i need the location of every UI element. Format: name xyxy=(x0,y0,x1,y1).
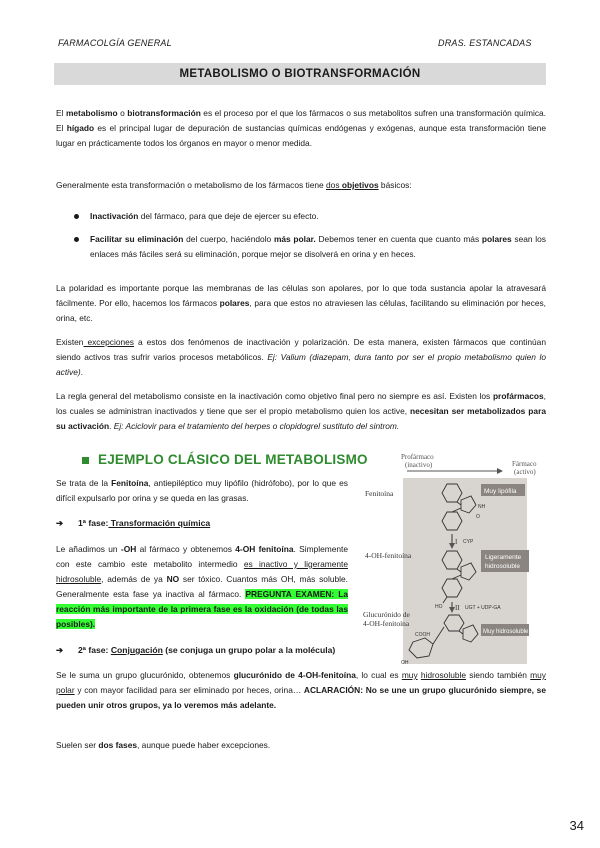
objectives-text: Generalmente esta transformación o metabolismo de los fármacos tiene xyxy=(56,180,326,190)
bullet-text: del fármaco, para que deje de ejercer su efecto. xyxy=(138,211,319,221)
step-2-label: II xyxy=(455,604,460,612)
exceptions-text: . xyxy=(80,367,83,377)
phase1-underline: es inactivo y ligeramente xyxy=(243,559,348,569)
phase1-bold: -OH xyxy=(120,544,137,554)
udgt-label: UGT + UDP-GA xyxy=(465,605,501,611)
closing-text: Suelen ser xyxy=(56,740,99,750)
bullet-text: del cuerpo, haciéndolo xyxy=(183,234,274,244)
phase2-text: y con mayor facilidad para ser eliminado por heces, orina… xyxy=(74,685,304,695)
phase2-text: , lo cual es xyxy=(355,670,402,680)
oh-label: OH xyxy=(401,660,409,666)
nh-label: NH xyxy=(478,504,486,510)
hidrosoluble-label: hidrosoluble xyxy=(485,563,521,570)
objectives-text: básicos: xyxy=(378,180,412,190)
phase1-bold: NO xyxy=(166,574,180,584)
phase2-heading xyxy=(56,645,335,656)
objectives-underline: dos xyxy=(326,180,342,190)
objectives-paragraph xyxy=(56,178,546,193)
list-item xyxy=(72,232,546,262)
exam-question-highlight: PREGUNTA EXAMEN: La reacción más importante de la primera fase es la oxidación (de todas las posibles). xyxy=(56,589,348,629)
intro-paragraph xyxy=(56,106,546,151)
exceptions-paragraph xyxy=(56,335,546,380)
phase2-label: 2ª fase: xyxy=(78,645,109,655)
glucuronide-label-1: Glucurónido de xyxy=(363,610,410,619)
bullet-icon xyxy=(74,237,79,242)
step-1-label: I xyxy=(455,538,458,546)
muy-lipofila-label: Muy lipófila xyxy=(484,488,517,495)
phase1-text: . Simplemente con este cambio este metabolito intermedio xyxy=(56,544,349,569)
rule-bold: necesitan ser metabolizados para su activación xyxy=(56,406,546,431)
o-label: O xyxy=(476,514,480,520)
intro-text: es el proceso por el que los fármacos o sus metabolitos sufren una transformación química. El xyxy=(56,108,546,133)
closing-text: , aunque puede haber excepciones. xyxy=(137,740,271,750)
phase2-title-underline: Conjugación xyxy=(110,645,163,655)
rule-bold: profármacos xyxy=(492,391,544,401)
example-text: Se trata de la xyxy=(56,478,112,488)
exceptions-italic: Ej: Valium (diazepam, dura tanto por ser el propio metabolismo quien lo active) xyxy=(56,352,546,377)
rule-text: . xyxy=(109,421,114,431)
phase2-text: Se le suma un grupo glucurónido, obtenemos xyxy=(56,670,234,680)
fenitoina-label: Fenitoína xyxy=(365,489,394,498)
bullet-bold: Facilitar su eliminación xyxy=(90,234,184,244)
intro-bold: hígado xyxy=(66,123,95,133)
bullet-bold: Inactivación xyxy=(90,211,139,221)
example-text: , antiepiléptico muy lipófilo (hidrófobo), por lo que es difícil expulsarlo por orina y se queda en las grasas. xyxy=(56,478,348,503)
bullet-icon xyxy=(74,214,79,219)
list-item xyxy=(72,209,546,224)
phase2-bold: glucurónido de 4-OH-fenitoína xyxy=(233,670,356,680)
exceptions-text: a estos dos fenómenos de inactivación y polarización. De esta manera, existen fármacos que continúan siendo activos tras sufrir varios procesos metabólicos. xyxy=(56,337,546,362)
phase2-underline: muy polar xyxy=(56,670,546,695)
phase2-title-rest: (se conjuga un grupo polar a la molécula) xyxy=(162,645,336,655)
phase1-underline: hidrosoluble xyxy=(56,574,102,584)
glucuronide-label-2: 4-OH-fenitoína xyxy=(363,619,410,628)
muy-hidrosoluble-label: Muy hidrosoluble xyxy=(483,629,529,635)
closing-paragraph xyxy=(56,738,546,753)
phase1-text: al fármaco y obtenemos xyxy=(136,544,236,554)
phase1-text: ser tóxico. Cuantos más OH, más soluble. Generalmente esta fase ya inactiva al fármaco. xyxy=(56,574,348,599)
section-title: EJEMPLO CLÁSICO DEL METABOLISMO xyxy=(98,452,368,467)
example-bold: Fenitoína xyxy=(111,478,149,488)
bullet-bold: más polar. xyxy=(273,234,316,244)
polarity-text: , para que estos no atraviesen las células, facilitando su eliminación por heces, orina, etc. xyxy=(56,298,546,323)
prodrug-label: Profármaco xyxy=(401,453,434,461)
phase1-label: 1ª fase: xyxy=(78,518,109,528)
metabolism-figure xyxy=(357,452,552,669)
rule-text: , los cuales se administran inactivados y tiene que ser el propio metabolismo quien los active, xyxy=(56,391,546,416)
oh-fenitoina-label: 4-OH-fenitoína xyxy=(365,551,412,560)
header-course: FARMACOLGÍA GENERAL xyxy=(58,38,172,48)
prodrug-sub-label: (inactivo) xyxy=(405,461,433,469)
arrow-right-icon: ➔ xyxy=(56,645,64,655)
page-title xyxy=(54,63,546,85)
bullet-text: Debemos tener en cuenta que cuanto más xyxy=(315,234,482,244)
exceptions-text: Existen xyxy=(56,337,84,347)
polarity-text: La polaridad es importante porque las membranas de las células son apolares, por lo que toda sustancia apolar la atravesará fácilmente. Por ello, hacemos los fármacos xyxy=(56,283,546,308)
intro-text: El xyxy=(56,108,66,118)
phase2-bold: ACLARACIÓN: No se une un grupo glucurónido siempre, se pueden unir otros grupos, ya lo veremos más adelante. xyxy=(56,685,546,710)
intro-text: es el principal lugar de depuración de sustancias químicas endógenas y exógenas, aunque esta transformación tiene lugar en prácticamente todos los órganos en mayor o menor medida. xyxy=(56,123,546,148)
objectives-bold-underline: objetivos xyxy=(341,180,379,190)
header-authors: DRAS. ESTANCADAS xyxy=(438,38,532,48)
phase2-paragraph xyxy=(56,668,546,713)
intro-bold: metabolismo xyxy=(65,108,118,118)
intro-text: o xyxy=(117,108,128,118)
page-title-text: METABOLISMO O BIOTRANSFORMACIÓN xyxy=(179,68,421,80)
bullet-bold: polares xyxy=(481,234,512,244)
drug-label: Fármaco xyxy=(512,460,537,468)
page-number: 34 xyxy=(569,818,584,833)
closing-bold: dos fases xyxy=(98,740,138,750)
phase1-paragraph xyxy=(56,542,348,632)
phase1-text: Le añadimos un xyxy=(56,544,121,554)
rule-paragraph xyxy=(56,389,546,434)
phase1-heading xyxy=(56,518,210,529)
rule-italic: Ej: Aciclovir para el tratamiento del herpes o clopidogrel sustituto del sintrom. xyxy=(113,421,400,431)
example-paragraph xyxy=(56,476,348,506)
arrow-right-icon: ➔ xyxy=(56,518,64,528)
phase2-text: siendo también xyxy=(466,670,531,680)
section-square-icon xyxy=(82,457,89,464)
phase1-text: , además de ya xyxy=(101,574,167,584)
cyp-label: CYP xyxy=(463,539,474,545)
phase1-bold: 4-OH fenitoína xyxy=(235,544,294,554)
objectives-list xyxy=(72,209,546,262)
drug-sub-label: (activo) xyxy=(514,468,536,476)
ligeramente-label: Ligeramente xyxy=(485,554,522,561)
intro-bold: biotransformación xyxy=(127,108,201,118)
cooh-label: COOH xyxy=(415,632,430,638)
polarity-bold: polares xyxy=(219,298,250,308)
bullet-text: sean los enlaces más fáciles será su eliminación, porque mejor se disolverá en orina y en heces. xyxy=(90,234,546,259)
rule-text: La regla general del metabolismo consiste en la inactivación como objetivo final pero no siempre es así. Existen los xyxy=(56,391,493,401)
phase2-underline: hidrosoluble xyxy=(420,670,467,680)
phase2-underline: muy xyxy=(401,670,418,680)
exceptions-underline: excepciones xyxy=(83,337,134,347)
ho-label: HO xyxy=(435,604,443,610)
polarity-paragraph xyxy=(56,281,546,326)
phase1-title: Transformación química xyxy=(108,518,211,528)
